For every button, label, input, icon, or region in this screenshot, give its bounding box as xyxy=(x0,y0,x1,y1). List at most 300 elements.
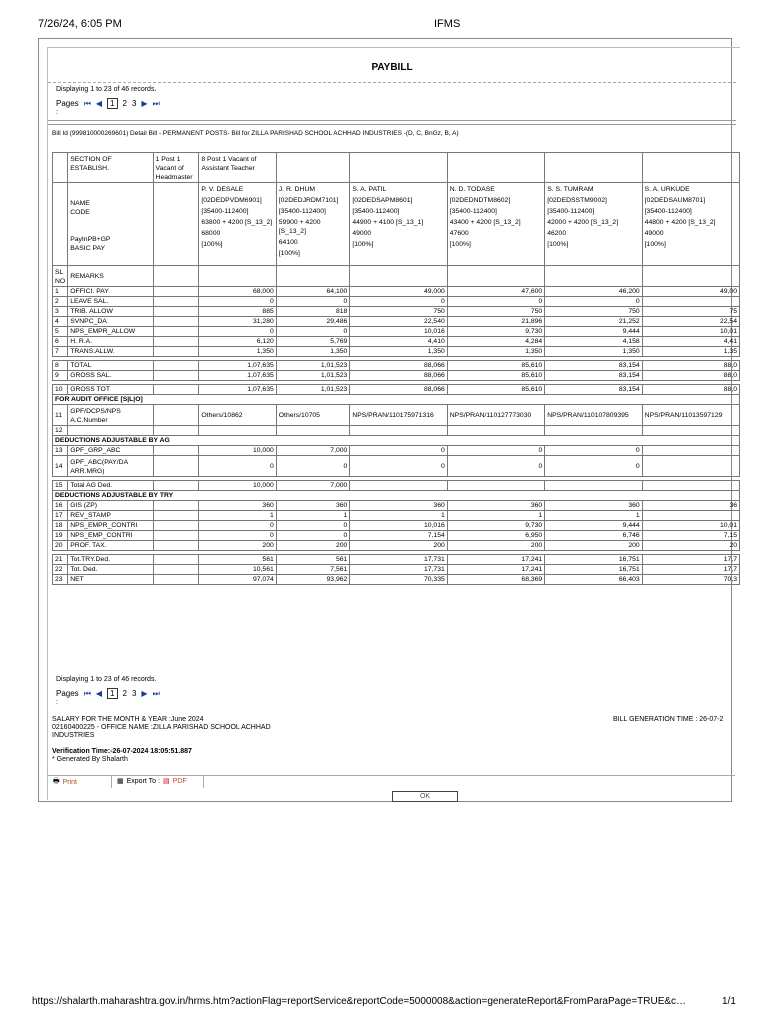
value-cell: NPS/PRAN/11013597129 xyxy=(642,405,739,426)
value-cell: 66,403 xyxy=(545,575,642,585)
value-cell: 0 xyxy=(276,327,350,337)
value-cell: 0 xyxy=(199,521,276,531)
employee-name: N. D. TODASE xyxy=(449,186,495,193)
value-cell: 17,241 xyxy=(447,555,544,565)
row-label: NPS_EMP_CONTRI xyxy=(68,531,153,541)
value-cell: 7,000 xyxy=(276,481,350,491)
cell-empty xyxy=(153,337,199,347)
employee-basic: 68000 xyxy=(201,230,221,237)
value-cell: 83,154 xyxy=(545,385,642,395)
print-button[interactable] xyxy=(53,777,77,788)
employee-basic: 64100 xyxy=(278,239,298,246)
employee-pay: 63800 + 4200 [S_13_2] xyxy=(201,219,273,226)
value-cell xyxy=(545,426,642,436)
value-cell xyxy=(642,481,739,491)
employee-code: [02DEDSAPM8601] xyxy=(352,197,413,204)
value-cell: 21,252 xyxy=(545,317,642,327)
value-cell: 17,731 xyxy=(350,565,447,575)
value-cell: 1 xyxy=(447,511,544,521)
value-cell xyxy=(642,456,739,477)
cell-empty xyxy=(350,266,447,287)
sl-no: 19 xyxy=(53,531,68,541)
value-cell: 1 xyxy=(199,511,276,521)
slno-header: SL NO xyxy=(53,266,68,287)
value-cell: 1,350 xyxy=(276,347,350,357)
value-cell: 88,0 xyxy=(642,361,739,371)
cell-empty xyxy=(153,327,199,337)
row-label: LEAVE SAL. xyxy=(68,297,153,307)
value-cell: 1,350 xyxy=(199,347,276,357)
value-cell: 22,540 xyxy=(350,317,447,327)
value-cell: 9,444 xyxy=(545,521,642,531)
value-cell: 88,0 xyxy=(642,371,739,381)
sl-no: 9 xyxy=(53,371,68,381)
value-cell: 88,0 xyxy=(642,385,739,395)
value-cell: 9,730 xyxy=(447,521,544,531)
value-cell xyxy=(545,481,642,491)
value-cell: NPS/PRAN/110127773030 xyxy=(447,405,544,426)
value-cell: 200 xyxy=(199,541,276,551)
sl-no: 8 xyxy=(53,361,68,371)
cell-empty xyxy=(153,565,199,575)
value-cell: 10,561 xyxy=(199,565,276,575)
row-label: H. R.A. xyxy=(68,337,153,347)
employee-pct: [100%] xyxy=(201,241,223,248)
value-cell: 9,730 xyxy=(447,327,544,337)
value-cell: 6,120 xyxy=(199,337,276,347)
page-link-2[interactable]: 2 xyxy=(122,99,127,108)
value-cell: 0 xyxy=(276,297,350,307)
value-cell: 0 xyxy=(447,456,544,477)
value-cell: 1,01,523 xyxy=(276,371,350,381)
value-cell: 360 xyxy=(276,501,350,511)
toolbar-divider xyxy=(203,776,204,788)
employee-basic: 49000 xyxy=(644,230,664,237)
last-page-icon[interactable]: ⏭ xyxy=(152,688,160,698)
cell-empty xyxy=(153,347,199,357)
sl-no: 17 xyxy=(53,511,68,521)
row-label: TOTAL xyxy=(68,361,153,371)
cell-empty xyxy=(153,183,199,266)
value-cell: NPS/PRAN/110175971316 xyxy=(350,405,447,426)
cell-empty xyxy=(153,511,199,521)
report-frame xyxy=(38,38,737,802)
employee-code: [02DEDNDTM8602] xyxy=(449,197,511,204)
row-label: NPS_EMPR_CONTRI xyxy=(68,521,153,531)
sl-no: 14 xyxy=(53,456,68,477)
employee-pay: 44800 + 4200 [S_13_2] xyxy=(644,219,716,226)
value-cell: 0 xyxy=(199,531,276,541)
value-cell: 360 xyxy=(447,501,544,511)
cell-empty xyxy=(53,153,68,183)
employee-pay: 43400 + 4200 [S_13_2] xyxy=(449,219,521,226)
next-page-icon[interactable]: ▶ xyxy=(141,99,148,108)
value-cell xyxy=(642,446,739,456)
value-cell: 17,731 xyxy=(350,555,447,565)
sl-no: 23 xyxy=(53,575,68,585)
employee-scale: [35400-112400] xyxy=(449,208,497,215)
cell-empty xyxy=(153,426,199,436)
value-cell xyxy=(350,481,447,491)
value-cell: 10,000 xyxy=(199,446,276,456)
employee-row xyxy=(53,183,740,266)
value-cell: 0 xyxy=(199,327,276,337)
value-cell: 1,07,635 xyxy=(199,371,276,381)
export-control xyxy=(117,777,187,785)
employee-pay: 42000 + 4200 [S_13_2] xyxy=(547,219,619,226)
table-row xyxy=(53,565,740,575)
value-cell: 750 xyxy=(545,307,642,317)
value-cell: 10,01 xyxy=(642,521,739,531)
table-row xyxy=(53,385,740,395)
section-label: SECTION OF ESTABLISH. xyxy=(68,153,153,183)
value-cell: 88,066 xyxy=(350,385,447,395)
value-cell: 1 xyxy=(276,511,350,521)
value-cell: 0 xyxy=(545,297,642,307)
value-cell: 0 xyxy=(276,521,350,531)
value-cell: 83,154 xyxy=(545,371,642,381)
value-cell: 75 xyxy=(642,307,739,317)
divider xyxy=(48,82,736,83)
row-label: Tot. Ded. xyxy=(68,565,153,575)
cell-empty xyxy=(153,501,199,511)
value-cell: 0 xyxy=(199,297,276,307)
value-cell: 49,00 xyxy=(642,287,739,297)
first-page-icon[interactable]: ⏮ xyxy=(83,98,91,108)
value-cell xyxy=(447,481,544,491)
value-cell: 20 xyxy=(642,541,739,551)
page-link-3[interactable]: 3 xyxy=(131,689,137,698)
sl-no: 18 xyxy=(53,521,68,531)
last-page-icon[interactable]: ⏭ xyxy=(152,98,160,108)
report-panel xyxy=(47,47,740,800)
table-row xyxy=(53,531,740,541)
value-cell: 1,07,635 xyxy=(199,385,276,395)
value-cell: 10,000 xyxy=(199,481,276,491)
row-label: GROSS TOT xyxy=(68,385,153,395)
value-cell: 68,000 xyxy=(199,287,276,297)
value-cell xyxy=(642,426,739,436)
table-row xyxy=(53,371,740,381)
table-row xyxy=(53,456,740,477)
value-cell: 1 xyxy=(545,511,642,521)
bill-generation-time: BILL GENERATION TIME : 26-07-2 xyxy=(613,716,724,723)
cell-empty xyxy=(642,153,739,183)
value-cell: 97,074 xyxy=(199,575,276,585)
sl-no: 15 xyxy=(53,481,68,491)
cell-empty xyxy=(545,266,642,287)
pages-label: Pages xyxy=(56,99,79,108)
row-label: Tot.TRY.Ded. xyxy=(68,555,153,565)
report-toolbar xyxy=(47,775,735,788)
page-link-1[interactable]: 1 xyxy=(107,98,117,109)
table-row xyxy=(53,521,740,531)
cell-empty xyxy=(153,266,199,287)
value-cell: 0 xyxy=(350,446,447,456)
value-cell: 68,369 xyxy=(447,575,544,585)
section-header-row xyxy=(53,395,740,405)
value-cell: 49,000 xyxy=(350,287,447,297)
value-cell xyxy=(642,297,739,307)
value-cell: 10,016 xyxy=(350,327,447,337)
value-cell: 17,7 xyxy=(642,565,739,575)
table-row xyxy=(53,426,740,436)
cell-empty xyxy=(447,266,544,287)
employee-pay: 59900 + 4200 [S_13_2] xyxy=(278,219,321,235)
value-cell: 750 xyxy=(447,307,544,317)
cell-empty xyxy=(153,541,199,551)
value-cell: 85,610 xyxy=(447,385,544,395)
value-cell: 6,746 xyxy=(545,531,642,541)
browser-page-title: IFMS xyxy=(434,18,461,30)
office-name-cont: INDUSTRIES xyxy=(52,732,95,739)
value-cell xyxy=(447,426,544,436)
value-cell: 1,07,635 xyxy=(199,361,276,371)
table-row xyxy=(53,337,740,347)
employee-cell xyxy=(350,183,447,266)
browser-datetime: 7/26/24, 6:05 PM xyxy=(38,18,122,30)
page-link-1[interactable]: 1 xyxy=(107,688,117,699)
toolbar-divider xyxy=(111,776,112,788)
employee-cell xyxy=(199,183,276,266)
value-cell: 1 xyxy=(350,511,447,521)
table-row xyxy=(53,317,740,327)
sl-no: 12 xyxy=(53,426,68,436)
sl-no: 16 xyxy=(53,501,68,511)
sl-no: 22 xyxy=(53,565,68,575)
value-cell: 561 xyxy=(276,555,350,565)
cell-empty xyxy=(153,481,199,491)
value-cell: 750 xyxy=(350,307,447,317)
cell-empty xyxy=(153,307,199,317)
sl-no: 4 xyxy=(53,317,68,327)
employee-code: [02DEDSSTM9002] xyxy=(547,197,607,204)
value-cell: 83,154 xyxy=(545,361,642,371)
employee-scale: [35400-112400] xyxy=(644,208,692,215)
value-cell: 10,01 xyxy=(642,327,739,337)
value-cell: 17,7 xyxy=(642,555,739,565)
employee-cell xyxy=(276,183,350,266)
browser-url: https://shalarth.maharashtra.gov.in/hrms.htm?actionFlag=reportService&reportCode=5000008&action=generateReport&FromParaPage=TRUE&c… xyxy=(32,996,687,1007)
value-cell: 0 xyxy=(350,297,447,307)
value-cell: 7,561 xyxy=(276,565,350,575)
table-row xyxy=(53,555,740,565)
salary-month: SALARY FOR THE MONTH & YEAR :June 2024 xyxy=(52,716,204,723)
value-cell: 561 xyxy=(199,555,276,565)
employee-scale: [35400-112400] xyxy=(547,208,595,215)
print-label: Print xyxy=(62,779,78,786)
row-label: REV_STAMP xyxy=(68,511,153,521)
section-row xyxy=(53,153,740,183)
row-label xyxy=(68,426,153,436)
section-header: DEDUCTIONS ADJUSTABLE BY TRY xyxy=(53,491,740,501)
value-cell: 36 xyxy=(642,501,739,511)
printer-icon: 🖶 xyxy=(53,778,60,785)
employee-pct: [100%] xyxy=(352,241,374,248)
table-row xyxy=(53,511,740,521)
pdf-icon[interactable]: ▤ xyxy=(162,778,170,785)
employee-pct: [100%] xyxy=(644,241,666,248)
cell-empty xyxy=(153,371,199,381)
employee-pct: [100%] xyxy=(547,241,569,248)
value-cell: 1,35 xyxy=(642,347,739,357)
value-cell: 360 xyxy=(199,501,276,511)
field-label: CODE xyxy=(70,209,90,216)
section-header-row xyxy=(53,436,740,446)
value-cell: 70,335 xyxy=(350,575,447,585)
cell-empty xyxy=(199,266,276,287)
post-headmaster: 1 Post 1 Vacant of Headmaster xyxy=(153,153,199,183)
value-cell xyxy=(199,426,276,436)
sl-no: 7 xyxy=(53,347,68,357)
prev-page-icon[interactable]: ◀ xyxy=(95,689,103,698)
cell-empty xyxy=(276,153,350,183)
employee-cell xyxy=(545,183,642,266)
row-label: GPF/DCPS/NPS A.C.Number xyxy=(68,405,153,426)
value-cell: 47,600 xyxy=(447,287,544,297)
value-cell: 0 xyxy=(447,446,544,456)
value-cell: NPS/PRAN/110107809395 xyxy=(545,405,642,426)
value-cell xyxy=(276,426,350,436)
employee-name: J. R. DHUM xyxy=(278,186,316,193)
value-cell: 4,158 xyxy=(545,337,642,347)
cell-empty xyxy=(153,405,199,426)
cell-empty xyxy=(53,183,68,266)
row-label: NPS_EMPR_ALLOW xyxy=(68,327,153,337)
value-cell: 5,769 xyxy=(276,337,350,347)
value-cell: 10,016 xyxy=(350,521,447,531)
sl-no: 10 xyxy=(53,385,68,395)
table-row xyxy=(53,287,740,297)
cell-empty xyxy=(153,317,199,327)
sl-no: 21 xyxy=(53,555,68,565)
prev-page-icon[interactable]: ◀ xyxy=(95,99,103,108)
employee-basic: 49000 xyxy=(352,230,372,237)
employee-pct: [100%] xyxy=(449,241,471,248)
value-cell: 16,751 xyxy=(545,555,642,565)
post-assistant-teacher: 8 Post 1 Vacant of Assistant Teacher xyxy=(199,153,276,183)
value-cell: 85,610 xyxy=(447,371,544,381)
office-name: 02160400225 - OFFICE NAME :ZILLA PARISHAD SCHOOL ACHHAD xyxy=(52,724,271,731)
cell-empty xyxy=(276,266,350,287)
row-label: SVNPC_DA xyxy=(68,317,153,327)
remarks-header-row xyxy=(53,266,740,287)
value-cell: 200 xyxy=(350,541,447,551)
pages-colon: : xyxy=(56,699,58,706)
table-row xyxy=(53,347,740,357)
cell-empty xyxy=(350,153,447,183)
employee-name: S. A. URKUDE xyxy=(644,186,690,193)
value-cell: 0 xyxy=(276,531,350,541)
value-cell xyxy=(642,511,739,521)
employee-scale: [35400-112400] xyxy=(201,208,249,215)
page-link-2[interactable]: 2 xyxy=(122,689,127,698)
row-label: GROSS SAL. xyxy=(68,371,153,381)
row-label: GIS (ZP) xyxy=(68,501,153,511)
cell-empty xyxy=(545,153,642,183)
value-cell: 88,066 xyxy=(350,361,447,371)
field-label: PayInPB+GP xyxy=(70,236,111,243)
cell-empty xyxy=(153,456,199,477)
value-cell: 1,350 xyxy=(350,347,447,357)
next-page-icon[interactable]: ▶ xyxy=(141,689,148,698)
value-cell: 0 xyxy=(545,446,642,456)
value-cell: 21,896 xyxy=(447,317,544,327)
row-label: NET xyxy=(68,575,153,585)
value-cell: 88,066 xyxy=(350,371,447,381)
export-pdf-link[interactable]: PDF xyxy=(172,777,187,785)
employee-code: [02DEDSAUM8701] xyxy=(644,197,706,204)
value-cell: 7,15 xyxy=(642,531,739,541)
employee-cell xyxy=(447,183,544,266)
value-cell: 9,444 xyxy=(545,327,642,337)
sl-no: 1 xyxy=(53,287,68,297)
verification-time: Verification Time:-26-07-2024 18:05:51.887 xyxy=(52,748,192,755)
sl-no: 2 xyxy=(53,297,68,307)
value-cell: 1,350 xyxy=(545,347,642,357)
cell-empty xyxy=(153,575,199,585)
paybill-table xyxy=(52,152,740,585)
table-row xyxy=(53,575,740,585)
pagination-bottom xyxy=(56,688,160,699)
divider xyxy=(48,124,736,125)
value-cell: 1,350 xyxy=(447,347,544,357)
records-info-top: Displaying 1 to 23 of 46 records. xyxy=(56,86,157,93)
value-cell: 31,280 xyxy=(199,317,276,327)
page-link-3[interactable]: 3 xyxy=(131,99,137,108)
employee-pct: [100%] xyxy=(278,250,300,257)
field-labels xyxy=(68,183,153,266)
row-label: GPF_ABC(PAY/DA ARR.MRG) xyxy=(68,456,153,477)
value-cell: 200 xyxy=(447,541,544,551)
spreadsheet-icon: ▦ xyxy=(117,778,124,785)
cell-empty xyxy=(153,521,199,531)
first-page-icon[interactable]: ⏮ xyxy=(83,688,91,698)
sl-no: 6 xyxy=(53,337,68,347)
value-cell: 885 xyxy=(199,307,276,317)
value-cell: 16,751 xyxy=(545,565,642,575)
value-cell: Others/10862 xyxy=(199,405,276,426)
employee-pay: 44900 + 4100 [S_13_1] xyxy=(352,219,424,226)
cell-empty xyxy=(153,297,199,307)
pagination-top xyxy=(56,98,160,109)
ok-button[interactable]: OK xyxy=(392,791,458,802)
value-cell: 70,3 xyxy=(642,575,739,585)
row-label: TRIB. ALLOW xyxy=(68,307,153,317)
row-label: GPF_GRP_ABC xyxy=(68,446,153,456)
value-cell: 1,01,523 xyxy=(276,385,350,395)
cell-empty xyxy=(153,555,199,565)
value-cell: 0 xyxy=(545,456,642,477)
section-header: FOR AUDIT OFFICE [S|L|O] xyxy=(53,395,740,405)
row-label: Total AG Ded. xyxy=(68,481,153,491)
records-info-bottom: Displaying 1 to 23 of 46 records. xyxy=(56,676,157,683)
employee-code: [02DEDJRDM7101] xyxy=(278,197,339,204)
employee-name: S. S. TUMRAM xyxy=(547,186,594,193)
cell-empty xyxy=(153,531,199,541)
table-row xyxy=(53,541,740,551)
value-cell: 64,100 xyxy=(276,287,350,297)
sl-no: 11 xyxy=(53,405,68,426)
pages-label: Pages xyxy=(56,689,79,698)
employee-scale: [35400-112400] xyxy=(278,208,326,215)
value-cell: 29,486 xyxy=(276,317,350,327)
employee-basic: 47600 xyxy=(449,230,469,237)
generated-by: * Generated By Shalarth xyxy=(52,756,128,763)
value-cell: 360 xyxy=(350,501,447,511)
cell-empty xyxy=(642,266,739,287)
employee-cell xyxy=(642,183,739,266)
